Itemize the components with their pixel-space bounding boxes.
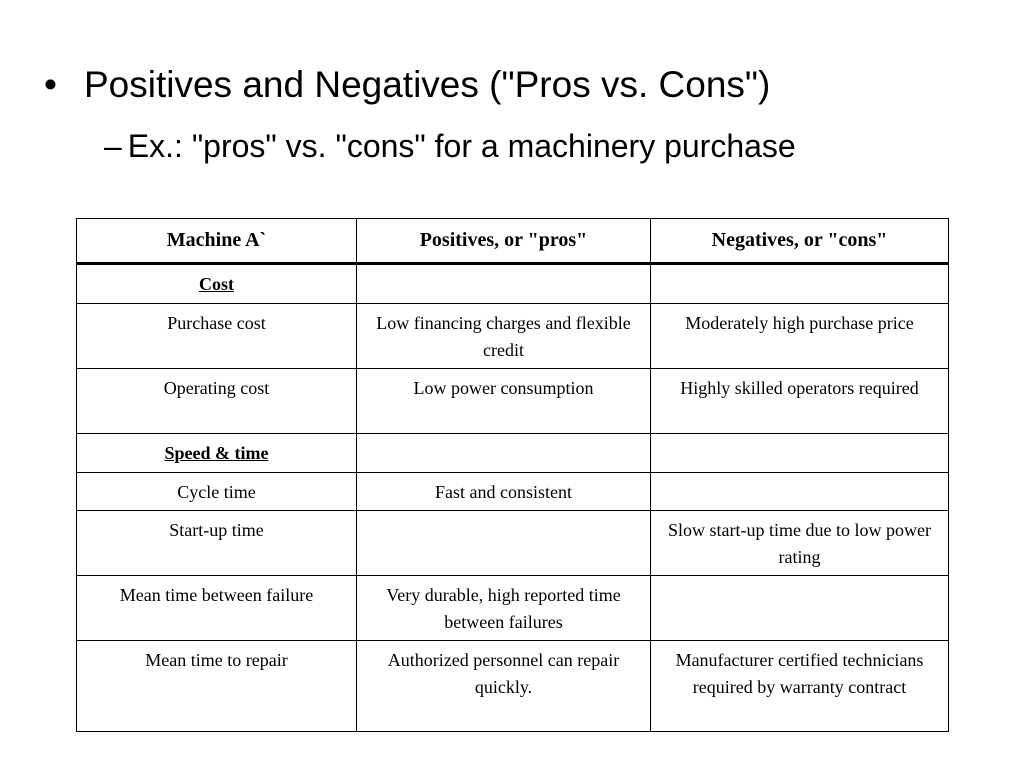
section-label-speed: Speed & time xyxy=(77,434,357,473)
slide-title xyxy=(44,60,770,110)
table-cell-pros: Authorized personnel can repair quickly. xyxy=(357,641,651,732)
slide-subtitle-text: Ex.: "pros" vs. "cons" for a machinery purchase xyxy=(127,128,796,164)
table-cell-pros: Low power consumption xyxy=(357,369,651,434)
dash-icon: – xyxy=(104,128,122,164)
header-machine: Machine A` xyxy=(77,219,357,264)
table-row xyxy=(77,434,949,473)
table-cell-pros: Low financing charges and flexible credit xyxy=(357,304,651,369)
table-row xyxy=(77,369,949,434)
header-pros: Positives, or "pros" xyxy=(357,219,651,264)
table-cell-label: Purchase cost xyxy=(77,304,357,369)
table-row xyxy=(77,473,949,511)
table-cell-cons: Manufacturer certified technicians required by warranty contract xyxy=(651,641,949,732)
table-row xyxy=(77,511,949,576)
table-cell-cons xyxy=(651,264,949,304)
table-row xyxy=(77,304,949,369)
table-cell-label: Mean time between failure xyxy=(77,576,357,641)
slide-title-text: Positives and Negatives ("Pros vs. Cons") xyxy=(84,64,771,105)
table-cell-label: Start-up time xyxy=(77,511,357,576)
table-cell-pros: Fast and consistent xyxy=(357,473,651,511)
table-cell-cons: Highly skilled operators required xyxy=(651,369,949,434)
table-cell-label: Operating cost xyxy=(77,369,357,434)
header-cons: Negatives, or "cons" xyxy=(651,219,949,264)
bullet-icon: • xyxy=(44,64,57,105)
table-cell-pros: Very durable, high reported time between failures xyxy=(357,576,651,641)
table-cell-pros xyxy=(357,511,651,576)
pros-cons-table xyxy=(76,218,949,732)
table-cell-pros xyxy=(357,434,651,473)
table-cell-cons xyxy=(651,576,949,641)
table-cell-cons xyxy=(651,434,949,473)
table-header-row xyxy=(77,219,949,264)
table-row xyxy=(77,576,949,641)
slide-subtitle xyxy=(104,124,796,168)
table-row xyxy=(77,641,949,732)
table-cell-cons: Slow start-up time due to low power rating xyxy=(651,511,949,576)
table-cell-pros xyxy=(357,264,651,304)
table-cell-label: Cycle time xyxy=(77,473,357,511)
table-cell-label: Mean time to repair xyxy=(77,641,357,732)
table-row xyxy=(77,264,949,304)
table-cell-cons: Moderately high purchase price xyxy=(651,304,949,369)
table-cell-cons xyxy=(651,473,949,511)
section-label-cost: Cost xyxy=(77,264,357,304)
